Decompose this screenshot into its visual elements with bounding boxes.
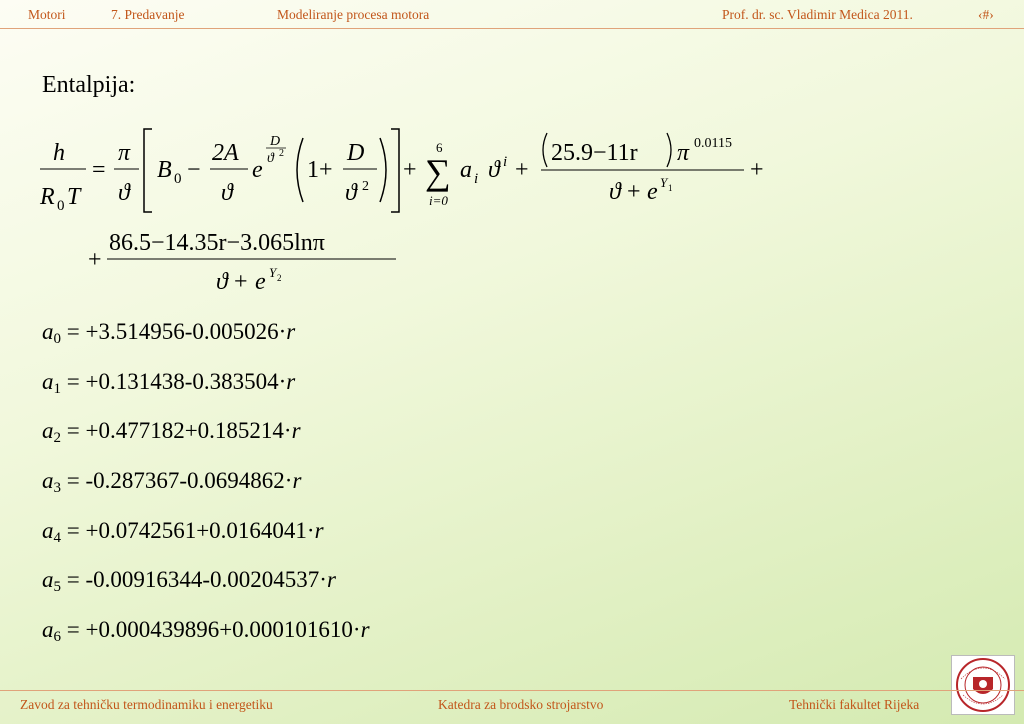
footer-divider: [0, 690, 1024, 691]
university-seal-logo: [951, 655, 1015, 715]
formula-B-sub: 0: [174, 171, 182, 187]
formula-a-sub: i: [474, 171, 479, 187]
coefficient-a1: $a_1 = +0.131438-0.383504\cdot r$: [42, 369, 296, 397]
footer-center: Katedra za brodsko strojarstvo: [438, 697, 604, 712]
left-paren: [543, 133, 547, 167]
formula-exp-theta: ϑ: [267, 151, 274, 166]
formula-pi: π: [118, 140, 131, 166]
formula-plus: +: [515, 157, 529, 183]
formula-Y-sub: 1: [668, 183, 673, 193]
formula-frac1-num: 25.9−11r: [551, 140, 638, 166]
formula-e: e: [252, 157, 263, 183]
coefficient-a3: $a_3 = -0.287367-0.0694862\cdot r$: [42, 468, 302, 496]
formula-theta: ϑ: [345, 180, 357, 206]
formula-R-sub: 0: [57, 198, 65, 214]
footer-right: Tehnički fakultet Rijeka: [789, 697, 920, 712]
formula-sq: 2: [362, 179, 369, 194]
formula-R: R: [40, 184, 55, 210]
formula-theta: ϑ: [216, 269, 228, 295]
right-paren: [380, 138, 386, 202]
formula-e: e: [647, 179, 658, 205]
slide-heading: Entalpija:: [42, 72, 136, 98]
footer-left: Zavod za tehničku termodinamiku i energetiku: [20, 697, 273, 712]
enthalpy-formula: [0, 0, 1024, 300]
formula-exp-D: D: [270, 134, 281, 149]
formula-theta: ϑ: [221, 180, 233, 206]
formula-theta: ϑ: [609, 179, 621, 205]
formula-a: a: [460, 157, 472, 183]
formula-minus: −: [187, 157, 201, 183]
formula-plus: +: [88, 247, 102, 273]
left-paren: [297, 138, 303, 202]
formula-Y-sub: 2: [277, 273, 282, 283]
coefficient-a4: $a_4 = +0.0742561+0.0164041\cdot r$: [42, 518, 324, 546]
coefficient-a2: $a_2 = +0.477182+0.185214\cdot r$: [42, 418, 301, 446]
formula-plus: +: [750, 157, 764, 183]
sum-symbol: ∑: [425, 152, 451, 192]
formula-plus: +: [234, 269, 248, 295]
left-square-bracket: [144, 129, 152, 212]
formula-frac2-num: 86.5−14.35r−3.065lnπ: [109, 230, 325, 256]
right-paren: [667, 133, 671, 167]
coefficient-a5: $a_5 = -0.00916344-0.00204537\cdot r$: [42, 567, 336, 595]
formula-equals: =: [92, 157, 106, 183]
formula-D: D: [347, 140, 365, 166]
right-square-bracket: [391, 129, 399, 212]
formula-theta: ϑ: [118, 180, 130, 206]
formula-theta: ϑ: [488, 157, 500, 183]
header-topic: Modeliranje procesa motora: [277, 7, 430, 22]
header-author: Prof. dr. sc. Vladimir Medica 2011.: [722, 7, 913, 22]
formula-plus: +: [403, 157, 417, 183]
coefficient-a6: $a_6 = +0.000439896+0.000101610\cdot r$: [42, 617, 370, 645]
header-page-marker: ‹#›: [978, 7, 994, 22]
coefficient-a0: $a_0 = +3.514956-0.005026\cdot r$: [42, 319, 296, 347]
formula-2A: 2A: [212, 140, 239, 166]
formula-exp-0115: 0.0115: [694, 136, 732, 151]
formula-theta-exp: i: [503, 154, 508, 170]
formula-B: B: [157, 157, 172, 183]
header-course: Motori: [28, 7, 66, 22]
formula-h: h: [53, 140, 65, 166]
formula-pi: π: [677, 140, 690, 166]
formula-e: e: [255, 269, 266, 295]
header-lecture: 7. Predavanje: [111, 7, 185, 22]
formula-one-plus: 1+: [307, 157, 333, 183]
formula-plus: +: [627, 179, 641, 205]
formula-exp-sq: 2: [279, 148, 284, 159]
sum-upper-limit: 6: [436, 140, 443, 155]
formula-T: T: [67, 184, 81, 210]
sum-lower-limit: i=0: [429, 193, 448, 208]
formula-Y: Y: [660, 175, 668, 190]
formula-Y: Y: [269, 265, 277, 280]
